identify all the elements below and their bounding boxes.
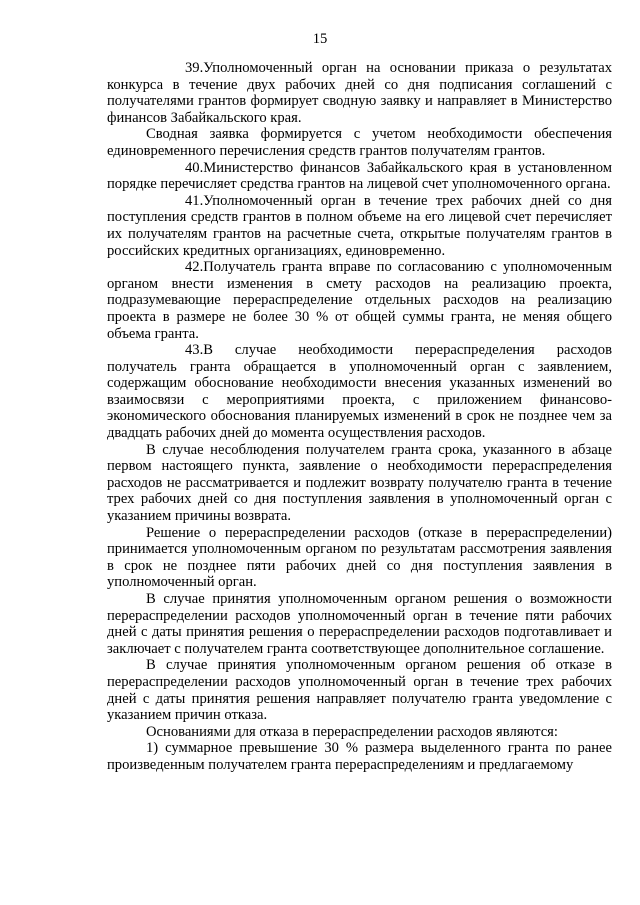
paragraph-text: Решение о перераспределении расходов (отказе в перераспределении) принимается уполномоченным органом по результатам рассмотрения заявления в срок не позднее пяти рабочих дней со дня поступления заявления в уполномоченный орган. [107,524,612,591]
paragraph-text: Сводная заявка формируется с учетом необходимости обеспечения единовременного перечисления средств грантов получателям грантов. [107,126,612,159]
clause-number: 39. [185,60,204,76]
paragraph-43-cont-6 [107,740,612,773]
paragraph-43 [107,342,612,442]
paragraph-40 [107,160,612,193]
paragraph-text: В случае принятия уполномоченным органом решения о возможности перераспределении расходов уполномоченный орган в течение пяти рабочих дней с даты принятия решения о перераспределении расходов подготавливает и заключает с получателем гранта соответствующее дополнительное соглашение. [107,591,612,657]
paragraph-43-cont-5 [107,724,612,741]
paragraph-text: В случае несоблюдения получателем гранта срока, указанного в абзаце первом настоящего пункта, заявление о необходимости перераспределения расходов не рассматривается и подлежит возврату получателю гранта в течение трех рабочих дней со дня поступления заявления в уполномоченный орган с указанием причины возврата. [107,441,612,525]
paragraph-text: В случае необходимости перераспределения расходов получатель гранта обращается в уполномоченный орган с заявлением, содержащим обоснование необходимости внесения указанных изменений во взаимосвязи с мероприятиями проекта, с приложением финансово-экономического обоснования планируемых изменений в срок не позднее чем за двадцать рабочих дней до момента осуществления расходов. [107,342,612,442]
paragraph-39 [107,60,612,126]
paragraph-text: Получатель гранта вправе по согласованию с уполномоченным органом внести изменения в смету расходов на реализацию проекта, подразумевающие перераспределение отдельных расходов на реализацию проекта в размере не более 30 % от общей суммы гранта, не меняя общего объема гранта. [107,259,612,342]
document-body [107,60,612,774]
page-number: 15 [312,31,328,47]
paragraph-43-cont-4 [107,657,612,723]
clause-number: 42. [185,259,204,276]
paragraph-text: В случае принятия уполномоченным органом решения об отказе в перераспределении расходов уполномоченный орган в течение трех рабочих дней с даты принятия решения направляет получателю гранта уведомление с указанием причин отказа. [107,657,612,724]
paragraph-43-cont-3 [107,591,612,657]
clause-number: 41. [185,192,204,209]
paragraph-text: Уполномоченный орган на основании приказа о результатах конкурса в течение двух рабочих дней со дня подписания соглашений с получателями грантов формирует сводную заявку и направляет в Министерство финансов Забайкальского края. [107,60,612,126]
paragraph-39-cont [107,126,612,159]
paragraph-text: Уполномоченный орган в течение трех рабочих дней со дня поступления средств грантов в полном объеме на его лицевой счет перечисляет их получателям грантов на расчетные счета, открытые получателям грантов в российских кредитных организациях, единовременно. [107,192,612,259]
paragraph-text: Основаниями для отказа в перераспределении расходов являются: [146,723,558,740]
paragraph-text: 1) суммарное превышение 30 % размера выделенного гранта по ранее произведенным получателем гранта перераспределениям и предлагаемому [107,740,612,773]
paragraph-42 [107,259,612,342]
paragraph-41 [107,193,612,259]
clause-number: 43. [185,342,204,359]
paragraph-43-cont-2 [107,525,612,591]
paragraph-text: Министерство финансов Забайкальского края в установленном порядке перечисляет средства грантов на лицевой счет уполномоченного органа. [107,159,612,193]
clause-number: 40. [185,159,204,176]
paragraph-43-cont-1 [107,442,612,525]
